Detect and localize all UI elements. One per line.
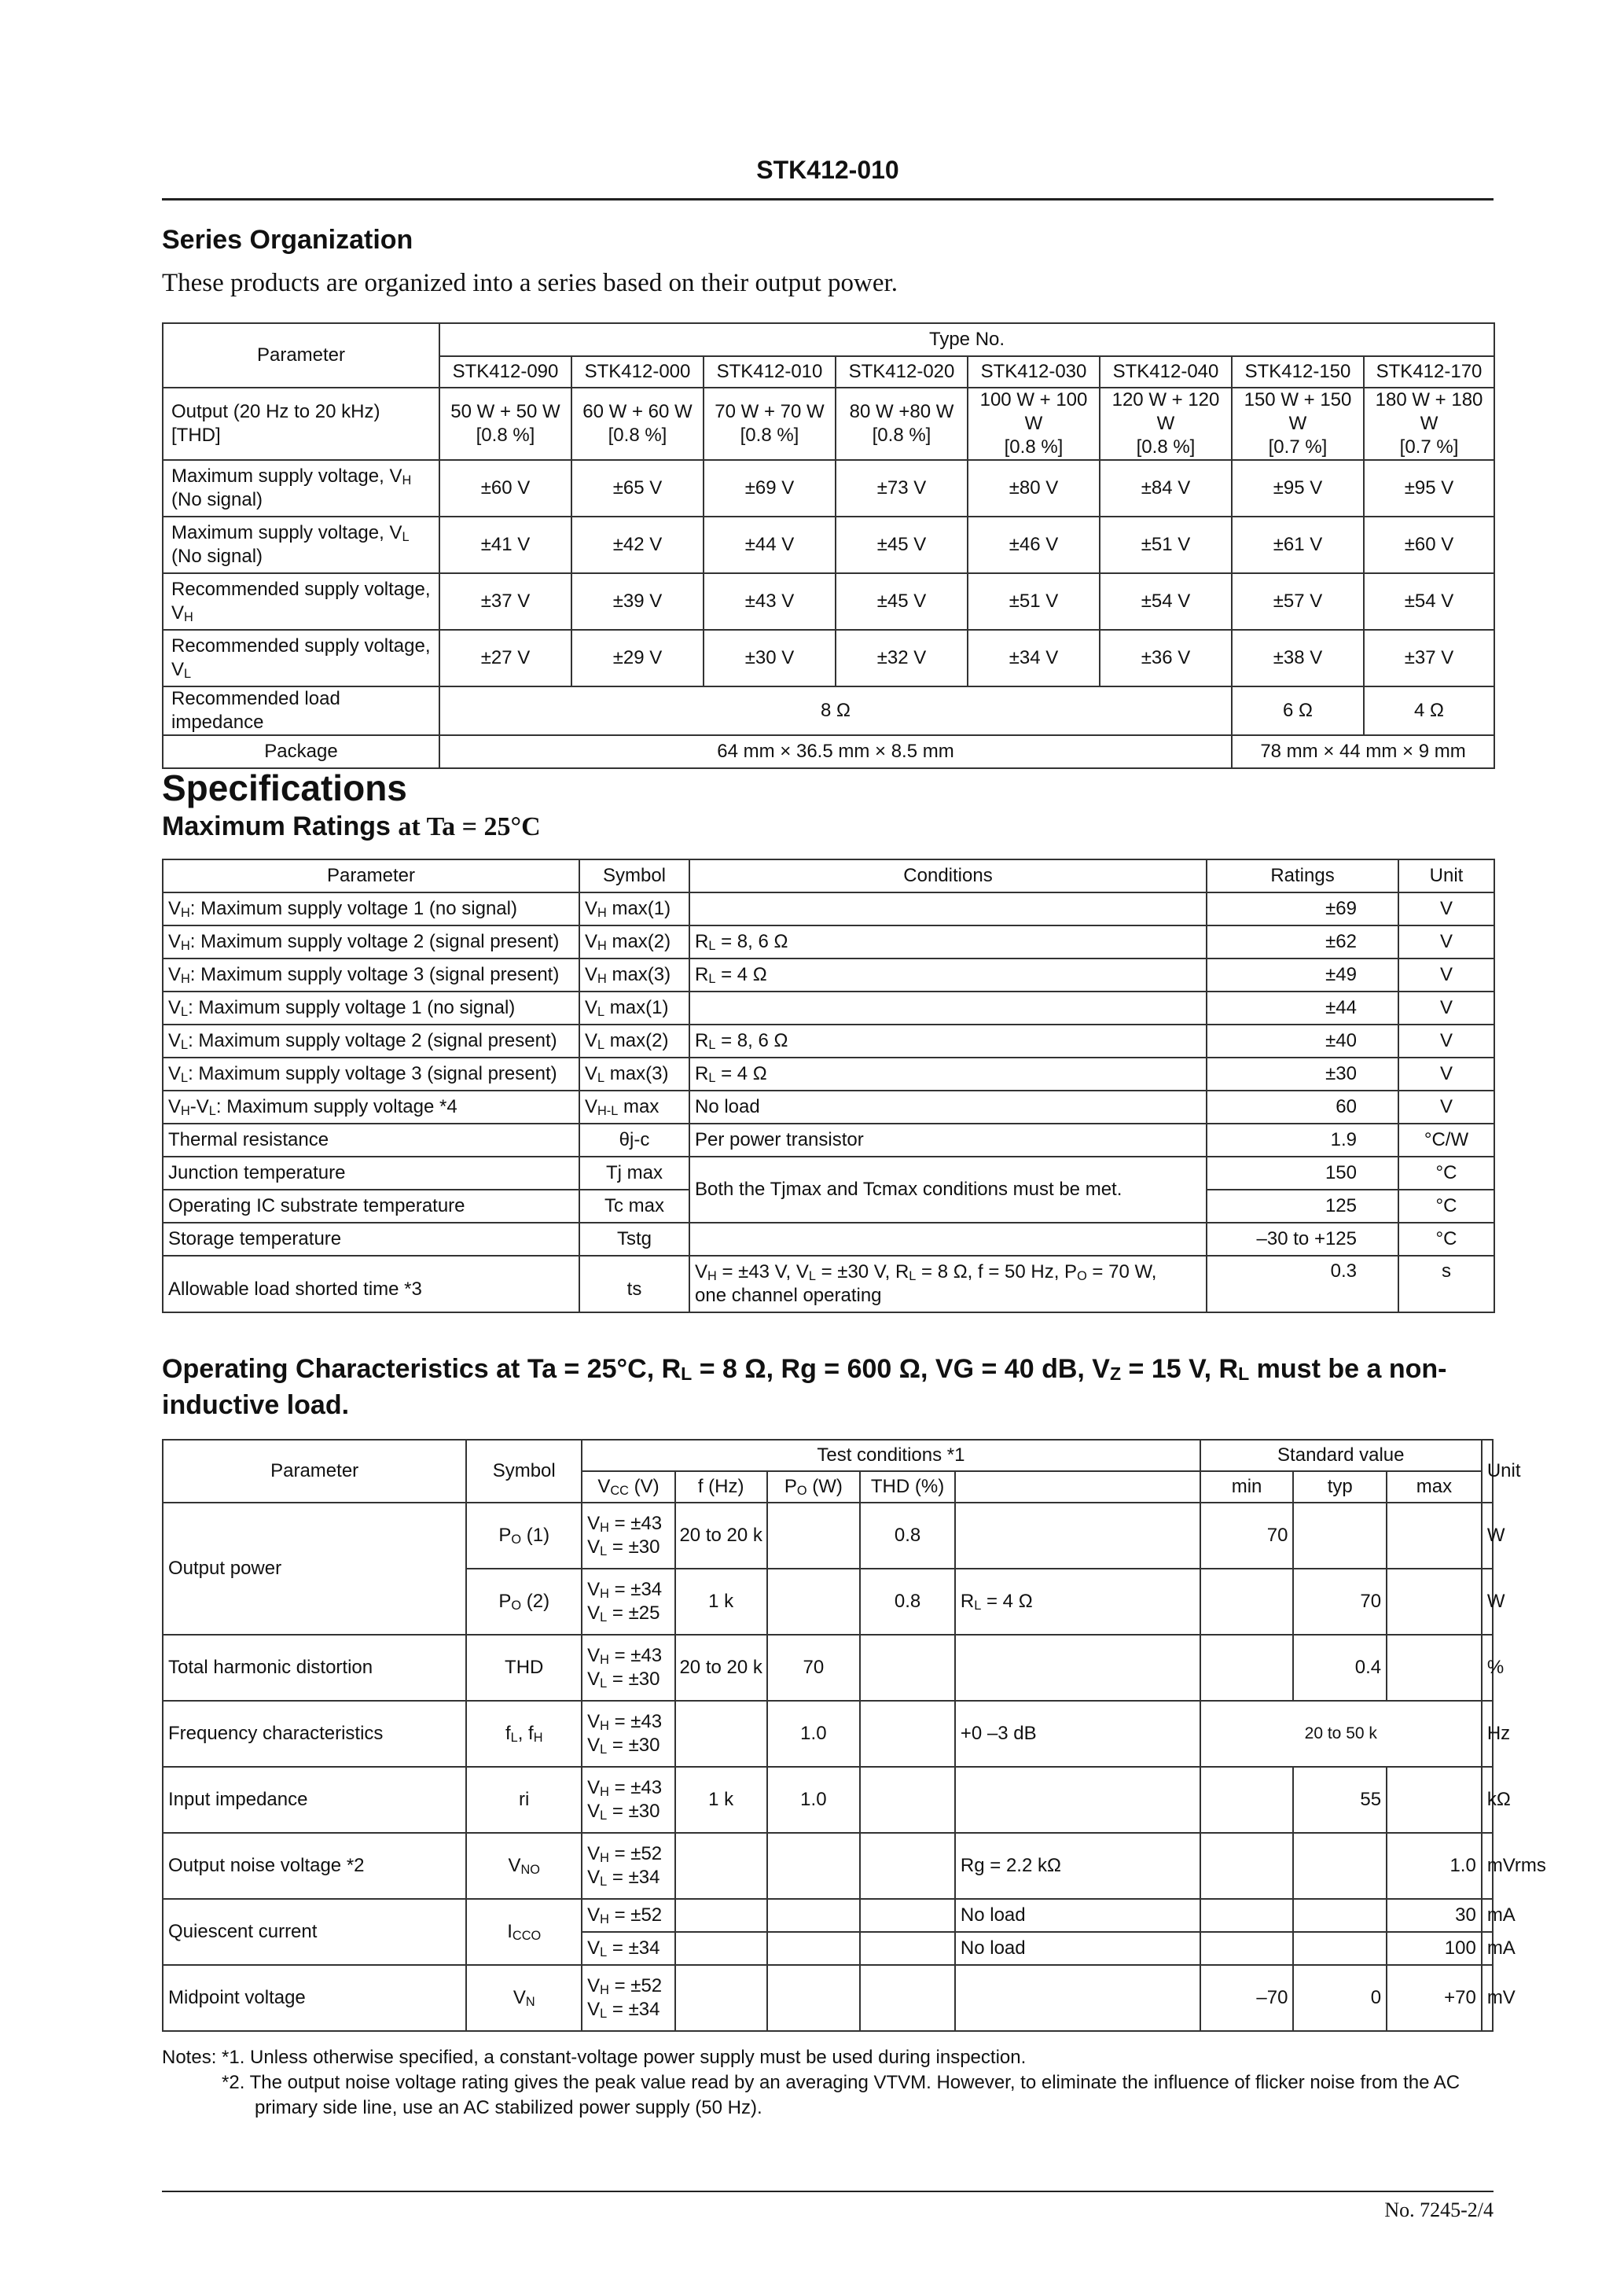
value-cell: 4 Ω — [1364, 686, 1494, 735]
output-row — [163, 388, 1494, 460]
table-row: Midpoint voltage $V_N$ $V_H = \pm 52$ $V_L = \pm 34$ –70 0 +70 mV — [163, 1965, 1493, 2031]
value-cell: ±29 V — [571, 630, 704, 686]
col-header: Test conditions *1 — [582, 1440, 1200, 1471]
table-row: Total harmonic distortion THD $V_H = \pm 43$ $V_L = \pm 30$ 20 to 20 k 70 0.4 % — [163, 1635, 1493, 1701]
value-cell: ±65 V — [571, 460, 704, 517]
package-row — [163, 735, 1494, 768]
row-label: Recommended load impedance — [163, 686, 439, 735]
output-cell: 120 W + 120 W [0.8 %] — [1100, 388, 1232, 460]
table-row: $V_H$: Maximum supply voltage 1 (no signal) $V_H$ max(1) ±69 V — [163, 892, 1494, 925]
table-row: Frequency characteristics $f_L$, $f_H$ $V_H = \pm 43$ $V_L = \pm 30$ 1.0 +0 –3 dB 20 to 50 k Hz — [163, 1701, 1493, 1767]
row-label: Recommended supply voltage, $V_L$ — [163, 630, 439, 686]
value-cell: ±84 V — [1100, 460, 1232, 517]
col-header: $V_{CC}$ (V) — [582, 1471, 675, 1503]
page-title: STK412-010 — [756, 156, 899, 184]
type-header: STK412-030 — [968, 356, 1100, 388]
value-cell: ±61 V — [1232, 517, 1364, 573]
output-cell: 100 W + 100 W [0.8 %] — [968, 388, 1100, 460]
value-cell: ±80 V — [968, 460, 1100, 517]
operating-table — [162, 1439, 1546, 2032]
table-row: Junction temperature Tj max Both the Tjmax and Tcmax conditions must be met. 150 °C — [163, 1157, 1494, 1190]
col-header: Parameter — [163, 859, 579, 892]
footer-rule — [162, 2191, 1494, 2192]
row-label: Package — [163, 735, 439, 768]
table-row: $V_H-V_L$: Maximum supply voltage *4 $V_{H-L}$ max No load 60 V — [163, 1091, 1494, 1124]
table-row: Output power $P_O$ (1) $V_H = \pm 43$ $V_L = \pm 30$ 20 to 20 k 0.8 70 W — [163, 1503, 1493, 1569]
type-header: STK412-010 — [704, 356, 836, 388]
operating-heading: Operating Characteristics at Ta = 25°C, $R_L = 8$ Ω, Rg = 600 Ω, VG = 40 dB, $V_Z = 15$ V, $R_L$ must be a non- inductive load. — [162, 1354, 1447, 1420]
value-cell: ±51 V — [1100, 517, 1232, 573]
table-row: $V_H$: Maximum supply voltage 2 (signal present) $V_H$ max(2) $R_L = 8$, 6 Ω ±62 V — [163, 925, 1494, 959]
note-1: Notes: *1. Unless otherwise specified, a constant-voltage power supply must be used during inspection. — [162, 2047, 1027, 2068]
table-row: Input impedance ri $V_H = \pm 43$ $V_L = \pm 30$ 1 k 1.0 55 kΩ — [163, 1767, 1493, 1833]
value-cell: ±39 V — [571, 573, 704, 630]
value-cell: ±32 V — [836, 630, 968, 686]
value-cell: 8 Ω — [439, 686, 1232, 735]
value-cell: ±44 V — [704, 517, 836, 573]
value-cell: ±27 V — [439, 630, 571, 686]
value-cell: ±69 V — [704, 460, 836, 517]
value-cell: ±54 V — [1100, 573, 1232, 630]
max-vl-row — [163, 517, 1494, 573]
value-cell: 78 mm × 44 mm × 9 mm — [1232, 735, 1494, 768]
header-rule — [162, 198, 1494, 201]
output-cell: 70 W + 70 W [0.8 %] — [704, 388, 836, 460]
table-row: Thermal resistance θj-c Per power transistor 1.9 °C/W — [163, 1124, 1494, 1157]
type-header: STK412-150 — [1232, 356, 1364, 388]
row-label: Output (20 Hz to 20 kHz) [THD] — [163, 388, 439, 460]
value-cell: ±60 V — [439, 460, 571, 517]
value-cell: ±73 V — [836, 460, 968, 517]
series-intro: These products are organized into a series based on their output power. — [162, 269, 898, 297]
value-cell: ±45 V — [836, 517, 968, 573]
table-row: $V_L$: Maximum supply voltage 2 (signal present) $V_L$ max(2) $R_L = 8$, 6 Ω ±40 V — [163, 1025, 1494, 1058]
row-label: Maximum supply voltage, $V_L$ (No signal) — [163, 517, 439, 573]
table-row: $V_L$: Maximum supply voltage 1 (no signal) $V_L$ max(1) ±44 V — [163, 992, 1494, 1025]
output-cell: 80 W +80 W [0.8 %] — [836, 388, 968, 460]
page-number: No. 7245-2/4 — [1384, 2198, 1494, 2221]
value-cell: ±43 V — [704, 573, 836, 630]
row-label: Recommended supply voltage, $V_H$ — [163, 573, 439, 630]
table-row: Allowable load shorted time *3 ts $V_H = \pm 43$ V, $V_L = \pm 30$ V, $R_L = 8$ Ω, f = 50 Hz, $P_O = 70$ W, one channel operating 0.3 s — [163, 1256, 1494, 1312]
value-cell: ±41 V — [439, 517, 571, 573]
type-header: STK412-040 — [1100, 356, 1232, 388]
output-cell: 150 W + 150 W [0.7 %] — [1232, 388, 1364, 460]
value-cell: ±46 V — [968, 517, 1100, 573]
table-row: $V_H$: Maximum supply voltage 3 (signal present) $V_H$ max(3) $R_L = 4$ Ω ±49 V — [163, 959, 1494, 992]
output-cell: 50 W + 50 W [0.8 %] — [439, 388, 571, 460]
rec-vl-row — [163, 630, 1494, 686]
col-header: Symbol — [579, 859, 689, 892]
series-table — [162, 322, 1495, 769]
value-cell: ±57 V — [1232, 573, 1364, 630]
type-header: STK412-090 — [439, 356, 571, 388]
value-cell: ±60 V — [1364, 517, 1494, 573]
value-cell: ±38 V — [1232, 630, 1364, 686]
value-cell: ±42 V — [571, 517, 704, 573]
table-row: Storage temperature Tstg –30 to +125 °C — [163, 1223, 1494, 1256]
output-cell: 180 W + 180 W [0.7 %] — [1364, 388, 1494, 460]
table-row: $V_L = \pm 34$ No load 100 mA — [163, 1932, 1493, 1965]
max-ratings-heading: Maximum Ratings at Ta = 25°C — [162, 811, 541, 841]
col-header — [955, 1471, 1200, 1503]
value-cell: ±45 V — [836, 573, 968, 630]
table-row: Operating IC substrate temperature Tc max 125 °C — [163, 1190, 1494, 1223]
series-param-header: Parameter — [163, 323, 439, 388]
value-cell: ±95 V — [1364, 460, 1494, 517]
type-no-header: Type No. — [439, 323, 1494, 356]
value-cell: ±30 V — [704, 630, 836, 686]
value-cell: ±95 V — [1232, 460, 1364, 517]
col-header: Ratings — [1207, 859, 1398, 892]
output-cell: 60 W + 60 W [0.8 %] — [571, 388, 704, 460]
value-cell: ±37 V — [439, 573, 571, 630]
col-header: min — [1200, 1471, 1294, 1503]
col-header: Conditions — [689, 859, 1207, 892]
series-heading: Series Organization — [162, 225, 413, 255]
max-ratings-table — [162, 859, 1495, 1313]
rec-vh-row — [163, 573, 1494, 630]
value-cell: 6 Ω — [1232, 686, 1364, 735]
col-header: Standard value — [1200, 1440, 1482, 1471]
value-cell: ±37 V — [1364, 630, 1494, 686]
value-cell: ±51 V — [968, 573, 1100, 630]
col-header: Unit — [1398, 859, 1494, 892]
col-header: typ — [1293, 1471, 1387, 1503]
type-header: STK412-020 — [836, 356, 968, 388]
table-row: Quiescent current $I_{CCO}$ $V_H = \pm 52$ No load 30 mA — [163, 1899, 1493, 1932]
col-header: Unit — [1482, 1440, 1493, 1503]
table-row: $P_O$ (2) $V_H = \pm 34$ $V_L = \pm 25$ 1 k 0.8 $R_L = 4$ Ω 70 W — [163, 1569, 1493, 1635]
col-header: Symbol — [466, 1440, 582, 1503]
type-header: STK412-170 — [1364, 356, 1494, 388]
specifications-heading: Specifications — [162, 767, 407, 808]
value-cell: ±34 V — [968, 630, 1100, 686]
col-header: $P_O$ (W) — [767, 1471, 861, 1503]
value-cell: ±54 V — [1364, 573, 1494, 630]
row-label: Maximum supply voltage, $V_H$ (No signal) — [163, 460, 439, 517]
notes — [162, 2045, 1494, 2121]
table-row: $V_L$: Maximum supply voltage 3 (signal present) $V_L$ max(3) $R_L = 4$ Ω ±30 V — [163, 1058, 1494, 1091]
load-row — [163, 686, 1494, 735]
value-cell: 64 mm × 36.5 mm × 8.5 mm — [439, 735, 1232, 768]
note-2: *2. The output noise voltage rating gives the peak value read by an averaging VTVM. However, to eliminate the influence of flicker noise from the AC — [222, 2072, 1460, 2093]
max-vh-row — [163, 460, 1494, 517]
table-row: Output noise voltage *2 $V_{NO}$ $V_H = \pm 52$ $V_L = \pm 34$ Rg = 2.2 kΩ 1.0 mVrms — [163, 1833, 1493, 1899]
type-header: STK412-000 — [571, 356, 704, 388]
col-header: f (Hz) — [675, 1471, 767, 1503]
col-header: Parameter — [163, 1440, 466, 1503]
col-header: max — [1387, 1471, 1482, 1503]
col-header: THD (%) — [860, 1471, 955, 1503]
value-cell: ±36 V — [1100, 630, 1232, 686]
note-2-cont: primary side line, use an AC stabilized power supply (50 Hz). — [255, 2097, 762, 2118]
